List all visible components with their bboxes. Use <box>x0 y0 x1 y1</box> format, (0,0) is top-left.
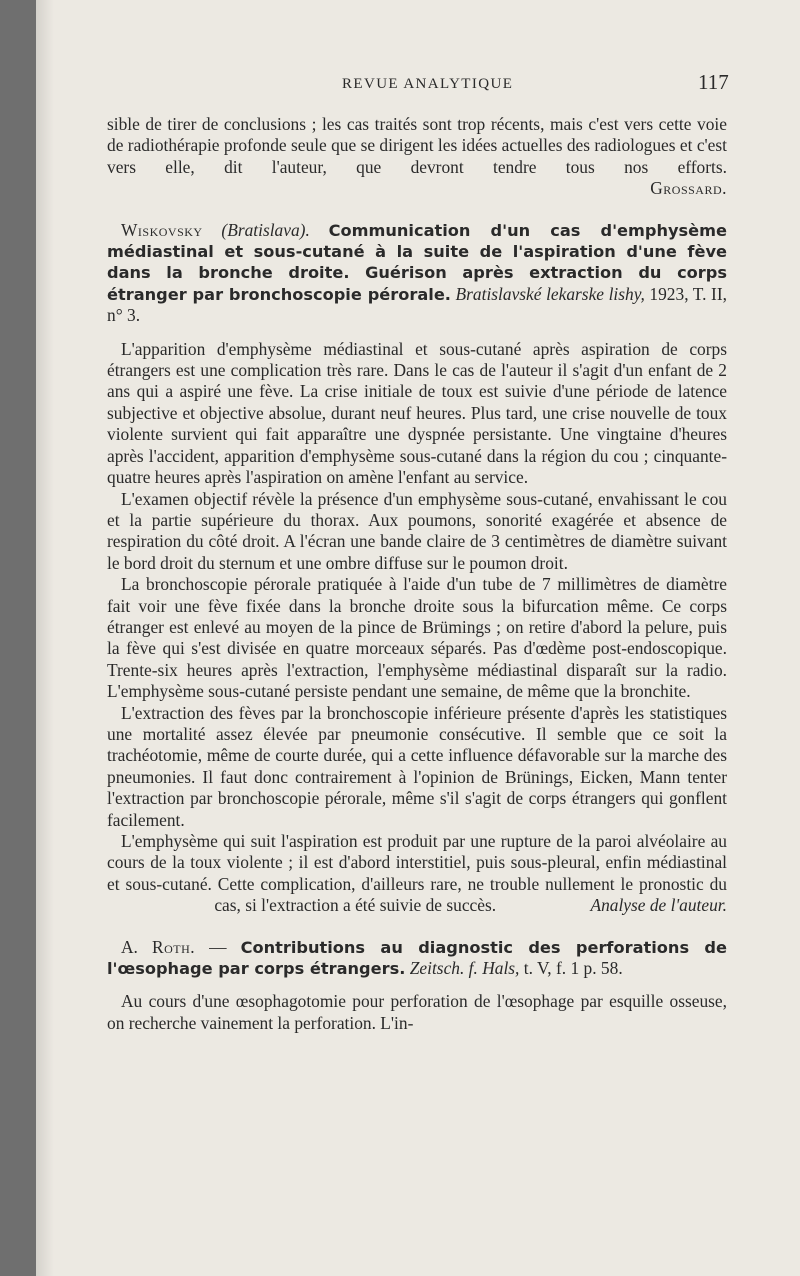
paragraph-text: sible de tirer de conclusions ; les cas traités sont trop récents, mais c'est vers cette voie de radiothérapie profonde seule que se dirigent les idées actuelles des radiologues et c'est vers elle, dit l'auteur, que devront tendre tous nos efforts. <box>107 114 727 177</box>
ref-author: Roth. <box>151 936 196 957</box>
paragraph: L'extraction des fèves par la bronchoscopie inférieure présente d'après les statistiques une mortalité assez élevée par pneumonie consécutive. Il semble que ce soit la trachéotomie, même de courte durée, qui a cette influence défavorable sur la marche des pneumonies. Il faut donc contrairement à l'opinion de Brünings, Eicken, Mann tenter l'extraction par bronchoscopie pérorale, même s'il s'agit de corps étrangers qui gonflent facilement. <box>107 702 727 830</box>
running-title: REVUE ANALYTIQUE <box>342 76 514 92</box>
ref-author-initial: A. <box>121 936 138 957</box>
paragraph: L'examen objectif révèle la présence d'un emphysème sous-cutané, envahissant le cou et la partie supérieure du thorax. Aux poumons, sonorité exagérée et absence de respiration du côté droit. A l'écran une bande claire de 3 centimètres de diamètre suivant le bord droit du sternum et une ombre diffuse sur le poumon droit. <box>107 488 727 573</box>
paragraph: Au cours d'une œsophagotomie pour perforation de l'œsophage par esquille osseuse, on recherche vainement la perforation. L'in- <box>107 991 727 1033</box>
paragraph: L'apparition d'emphysème médiastinal et sous-cutané après aspiration de corps étrangers est une complication très rare. Dans le cas de l'auteur il s'agit d'un enfant de 2 ans qui a aspiré une fève. La crise initiale de toux est suivie d'une période de latence subjective et objective absolue, durant neuf heures. Plus tard, une crise nouvelle de toux violente survient qui fait apparaître une dyspnée persistante. Une vingtaine d'heures après l'accident, apparition d'emphysème sous-cutané dans la région du cou ; cinquante-quatre heures après l'aspiration on amène l'enfant au service. <box>107 338 727 488</box>
book-page <box>36 0 800 1276</box>
paragraph <box>107 831 727 917</box>
ref-title: Communication d'un cas d'emphysème médiastinal et sous-cutané à la suite de l'aspiration d'une fève dans la bronche droite. Guérison après extraction du corps étranger par bronchoscopie pérorale. <box>107 220 727 304</box>
ref-author: Wiskovsky <box>121 219 203 240</box>
ref-details: t. V, f. 1 p. 58. <box>523 958 623 979</box>
ref-dash: — <box>195 936 241 957</box>
page-body <box>107 114 727 1034</box>
paragraph-text: L'emphysème qui suit l'aspiration est produit par une rupture de la paroi alvéolaire au cours de la toux violente ; il est d'abord interstitiel, puis sous-pleural, enfin médiastinal et sous-cutané. Cette complication, d'ailleurs rare, ne trouble nullement le pronostic du cas, si l'extraction a été suivie de succès. <box>107 831 727 916</box>
ref-title: Contributions au diagnostic des perforations de l'œsophage par corps étrangers. <box>107 937 727 979</box>
author-signature: Grossard. <box>650 178 727 199</box>
ref-journal: Zeitsch. f. Hals, <box>409 958 520 979</box>
page-header <box>36 70 800 100</box>
paragraph-continued <box>107 114 727 200</box>
ref-place: (Bratislava). <box>221 219 310 240</box>
analysis-signature: Analyse de l'auteur. <box>590 895 727 916</box>
reference-roth <box>107 937 727 980</box>
ref-details: 1923, T. II, n° 3. <box>107 283 727 326</box>
reference-wiskovsky <box>107 220 727 327</box>
ref-journal: Bratislavské lekarske lishy, <box>455 283 645 304</box>
page-number: 117 <box>698 70 729 94</box>
paragraph: La bronchoscopie pérorale pratiquée à l'aide d'un tube de 7 millimètres de diamètre fait voir une fève fixée dans la bronche droite sous la bifurcation même. Ce corps étranger est enlevé au moyen de la pince de Brümings ; on retire d'abord la pelure, puis la fève qui s'est divisée en quatre morceaux séparés. Pas d'œdème post-endoscopique. Trente-six heures après l'extraction, l'emphysème médiastinal disparaît sur la radio. L'emphysème sous-cutané persiste pendant une semaine, de même que la bronchite. <box>107 574 727 702</box>
